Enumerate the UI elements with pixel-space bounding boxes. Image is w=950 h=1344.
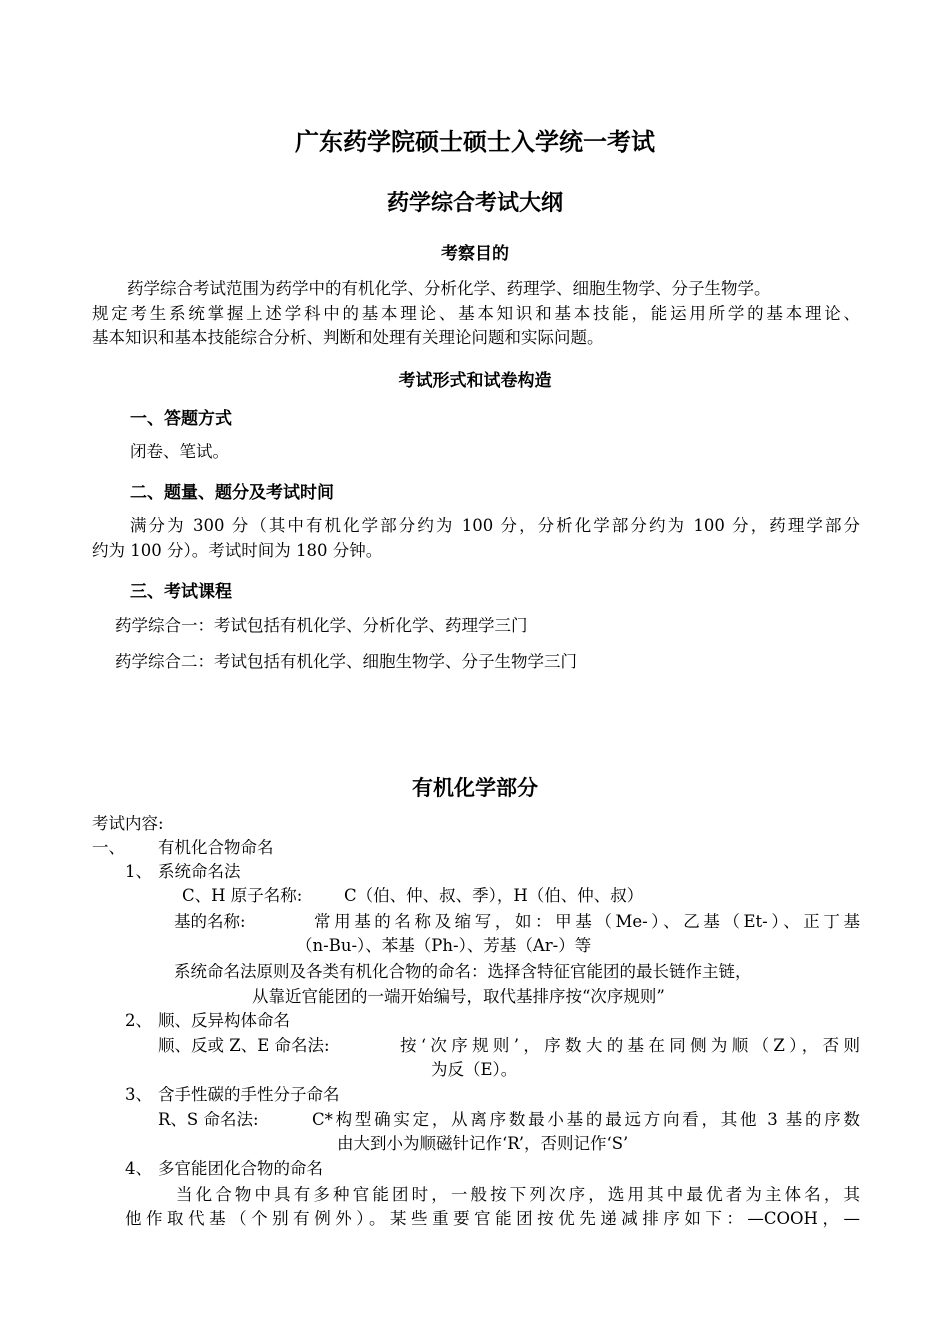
item-3-text-2: 由大到小为顺磁针记作‘R’，否则记作‘S’	[337, 1134, 629, 1153]
item-4-number: 4、	[125, 1159, 152, 1178]
purpose-heading: 考察目的	[441, 244, 509, 264]
score-time-heading: 二、题量、题分及考试时间	[130, 483, 334, 503]
item-2-title: 顺、反异构体命名	[158, 1011, 290, 1030]
courses-heading: 三、考试课程	[130, 582, 232, 602]
purpose-line-2: 规定考生系统掌握上述学科中的基本理论、基本知识和基本技能，能运用所学的基本理论、	[92, 304, 860, 323]
item-4-text-2: 他作取代基（个别有例外）。某些重要官能团按优先递减排序如下：—COOH，—	[125, 1209, 860, 1228]
format-heading: 考试形式和试卷构造	[398, 371, 552, 391]
item-3-label: R、S 命名法:	[158, 1110, 259, 1129]
item-4-title: 多官能团化合物的命名	[158, 1159, 323, 1178]
exam-content-label: 考试内容:	[92, 814, 164, 833]
item-2-label: 顺、反或 Z、E 命名法:	[158, 1036, 330, 1055]
item-1-title: 系统命名法	[158, 862, 241, 881]
organic-chemistry-heading: 有机化学部分	[412, 776, 538, 800]
answer-method-text: 闭卷、笔试。	[130, 442, 229, 461]
item-1-number: 1、	[125, 862, 152, 881]
item-2-text-1: 按‘次序规则’，序数大的基在同侧为顺（Z），否则	[400, 1036, 860, 1055]
item-2-text-2: 为反（E）。	[431, 1060, 518, 1079]
item-1-rule-text-1: 系统命名法原则及各类有机化合物的命名：选择含特征官能团的最长链作主链，	[174, 962, 752, 981]
document-subtitle: 药学综合考试大纲	[386, 191, 563, 216]
item-1-rule-text-2: 从靠近官能团的一端开始编号，取代基排序按“次序规则”	[252, 987, 665, 1006]
item-1-atom-label: C、H 原子名称:	[182, 886, 303, 905]
part-1-title: 有机化合物命名	[158, 838, 274, 857]
item-1-group-text-1: 常用基的名称及缩写，如：甲基（Me-）、乙基（Et-）、正丁基	[314, 912, 860, 931]
item-2-number: 2、	[125, 1011, 152, 1030]
item-4-text-1: 当化合物中具有多种官能团时，一般按下列次序，选用其中最优者为主体名，其	[176, 1185, 860, 1204]
answer-method-heading: 一、答题方式	[130, 409, 232, 429]
item-1-group-text-2: （n-Bu-）、苯基（Ph-）、芳基（Ar-）等	[296, 936, 592, 955]
item-1-atom-text: C（伯、仲、叔、季），H（伯、仲、叔）	[344, 886, 644, 905]
course-item-1: 药学综合一：考试包括有机化学、分析化学、药理学三门	[115, 616, 528, 635]
part-1-number: 一、	[92, 838, 125, 857]
purpose-line-3: 基本知识和基本技能综合分析、判断和处理有关理论问题和实际问题。	[92, 328, 604, 347]
item-3-text-1: C*构型确实定，从离序数最小基的最远方向看，其他 3 基的序数	[312, 1110, 860, 1129]
document-title: 广东药学院硕士硕士入学统一考试	[295, 128, 655, 156]
item-3-title: 含手性碳的手性分子命名	[158, 1085, 340, 1104]
item-1-group-label: 基的名称:	[174, 912, 246, 931]
purpose-line-1: 药学综合考试范围为药学中的有机化学、分析化学、药理学、细胞生物学、分子生物学。	[127, 279, 771, 298]
score-time-line-2: 约为 100 分）。考试时间为 180 分钟。	[92, 541, 383, 560]
item-3-number: 3、	[125, 1085, 152, 1104]
score-time-line-1: 满分为 300 分（其中有机化学部分约为 100 分，分析化学部分约为 100 分，药理学部分	[130, 516, 860, 535]
course-item-2: 药学综合二：考试包括有机化学、细胞生物学、分子生物学三门	[115, 652, 577, 671]
